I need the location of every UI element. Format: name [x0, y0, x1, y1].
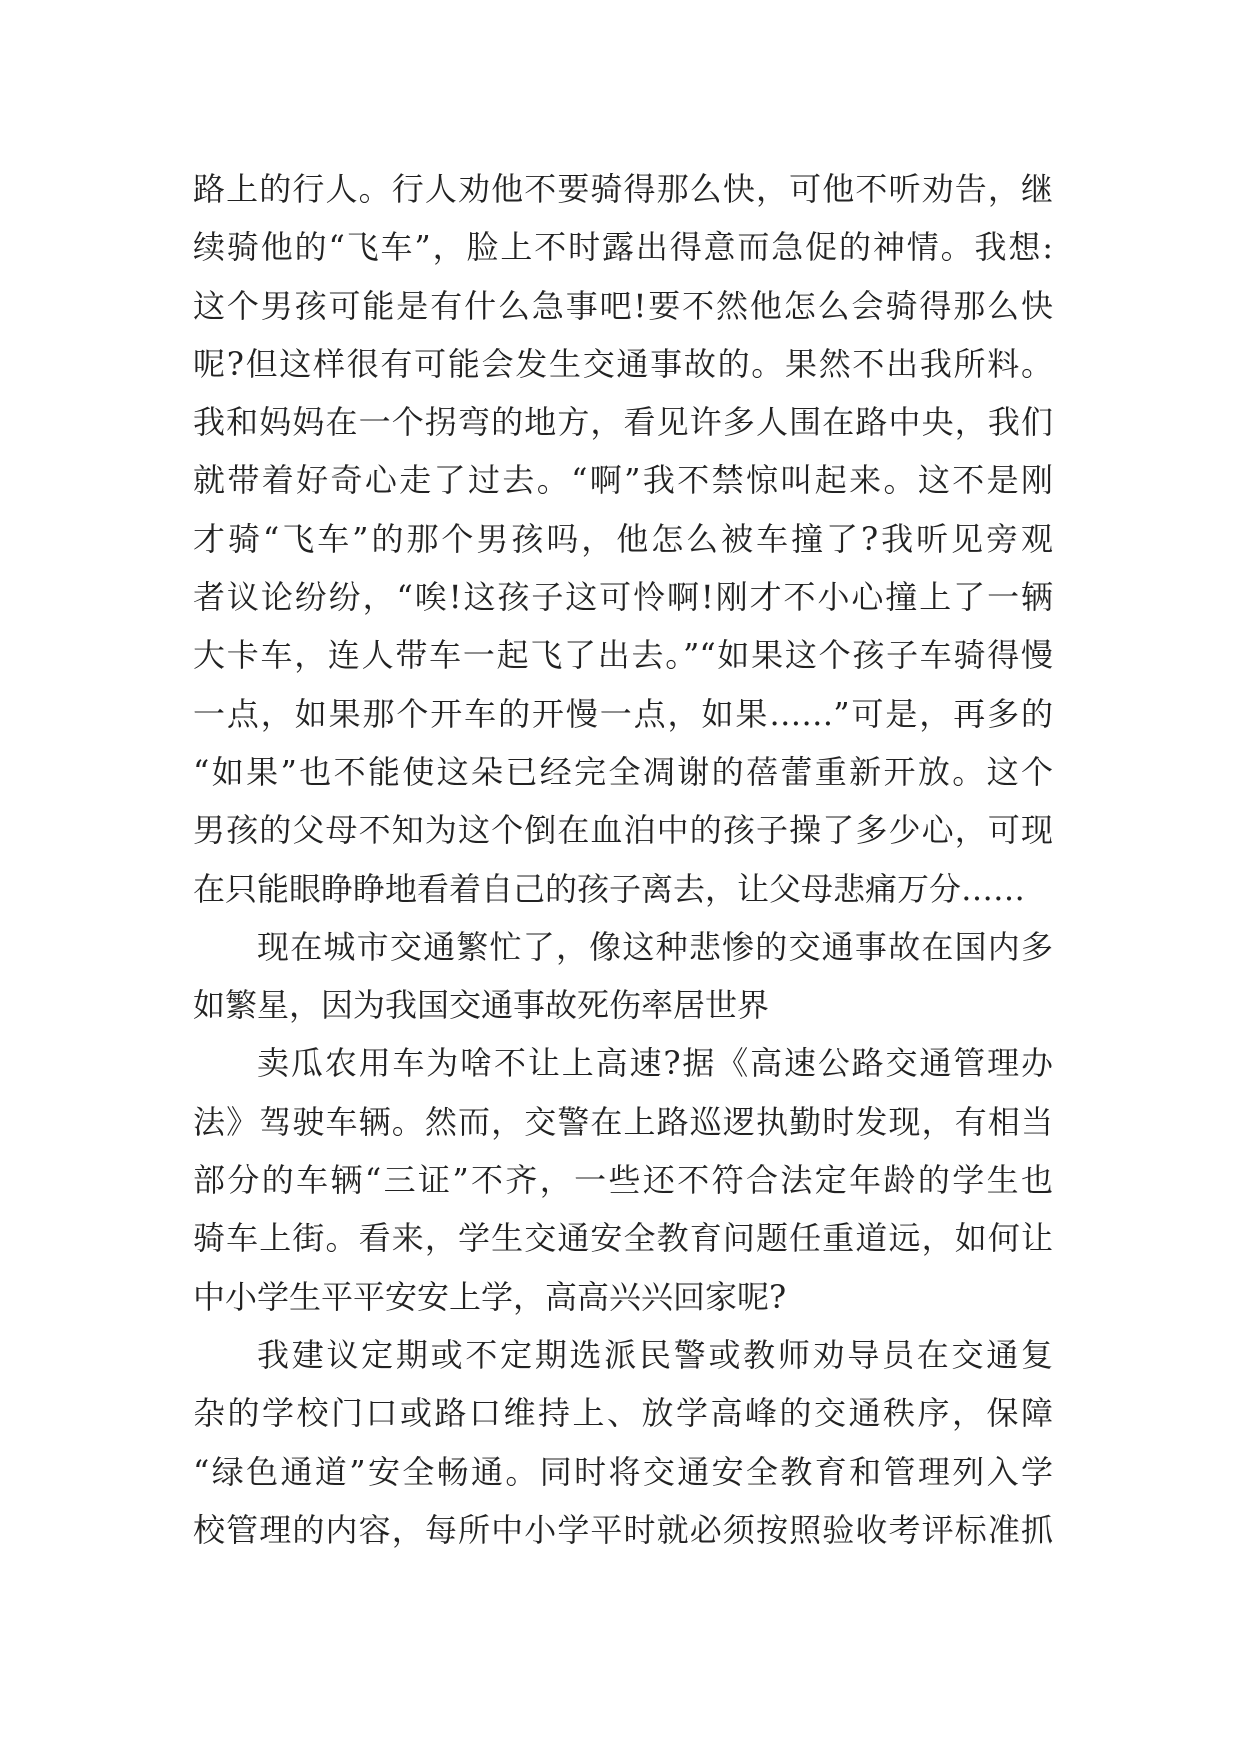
text-line: 杂的学校门口或路口维持上、放学高峰的交通秩序，保障: [193, 1394, 1053, 1433]
text-line: 路上的行人。行人劝他不要骑得那么快，可他不听劝告，继: [193, 170, 1053, 208]
text-line: 我建议定期或不定期选派民警或教师劝导员在交通复: [257, 1335, 1053, 1374]
text-line: “绿色通道”安全畅通。同时将交通安全教育和管理列入学: [193, 1452, 1053, 1491]
text-line: 卖瓜农用车为啥不让上高速?据《高速公路交通管理办: [257, 1044, 1053, 1083]
text-line: 现在城市交通繁忙了，像这种悲惨的交通事故在国内多: [257, 927, 1053, 966]
text-line: 者议论纷纷，“唉!这孩子这可怜啊!刚才不小心撞上了一辆: [193, 578, 1053, 617]
text-line: 我和妈妈在一个拐弯的地方，看见许多人围在路中央，我们: [193, 403, 1053, 442]
text-line: 骑车上街。看来，学生交通安全教育问题任重道远，如何让: [193, 1219, 1053, 1258]
paragraph: [193, 1326, 1053, 1559]
text-line: 才骑“飞车”的那个男孩吗，他怎么被车撞了?我听见旁观: [193, 519, 1053, 558]
text-line: 这个男孩可能是有什么急事吧!要不然他怎么会骑得那么快: [193, 286, 1053, 325]
text-line: 校管理的内容，每所中小学平时就必须按照验收考评标准抓: [193, 1510, 1053, 1549]
text-line: 法》驾驶车辆。然而，交警在上路巡逻执勤时发现，有相当: [193, 1102, 1053, 1141]
text-line: 大卡车，连人带车一起飞了出去。”“如果这个孩子车骑得慢: [193, 636, 1053, 675]
text-line: “如果”也不能使这朵已经完全凋谢的蓓蕾重新开放。这个: [193, 752, 1053, 791]
text-line: 一点，如果那个开车的开慢一点，如果……”可是，再多的: [193, 694, 1053, 733]
paragraph: [193, 1034, 1053, 1325]
text-line: 在只能眼睁睁地看着自己的孩子离去，让父母悲痛万分……: [193, 869, 1026, 908]
text-line: 男孩的父母不知为这个倒在血泊中的孩子操了多少心，可现: [193, 811, 1053, 850]
text-line: 如繁星，因为我国交通事故死伤率居世界: [193, 986, 770, 1025]
text-line: 呢?但这样很有可能会发生交通事故的。果然不出我所料。: [193, 344, 1053, 383]
paragraph: [193, 160, 1053, 918]
text-line: 中小学生平平安安上学，高高兴兴回家呢?: [193, 1277, 787, 1316]
body-text: [193, 160, 1053, 1559]
text-line: 就带着好奇心走了过去。“啊”我不禁惊叫起来。这不是刚: [193, 461, 1053, 500]
text-line: 部分的车辆“三证”不齐，一些还不符合法定年龄的学生也: [193, 1161, 1053, 1200]
paragraph: [193, 918, 1053, 1035]
text-line: 续骑他的“飞车”，脸上不时露出得意而急促的神情。我想:: [193, 228, 1053, 267]
